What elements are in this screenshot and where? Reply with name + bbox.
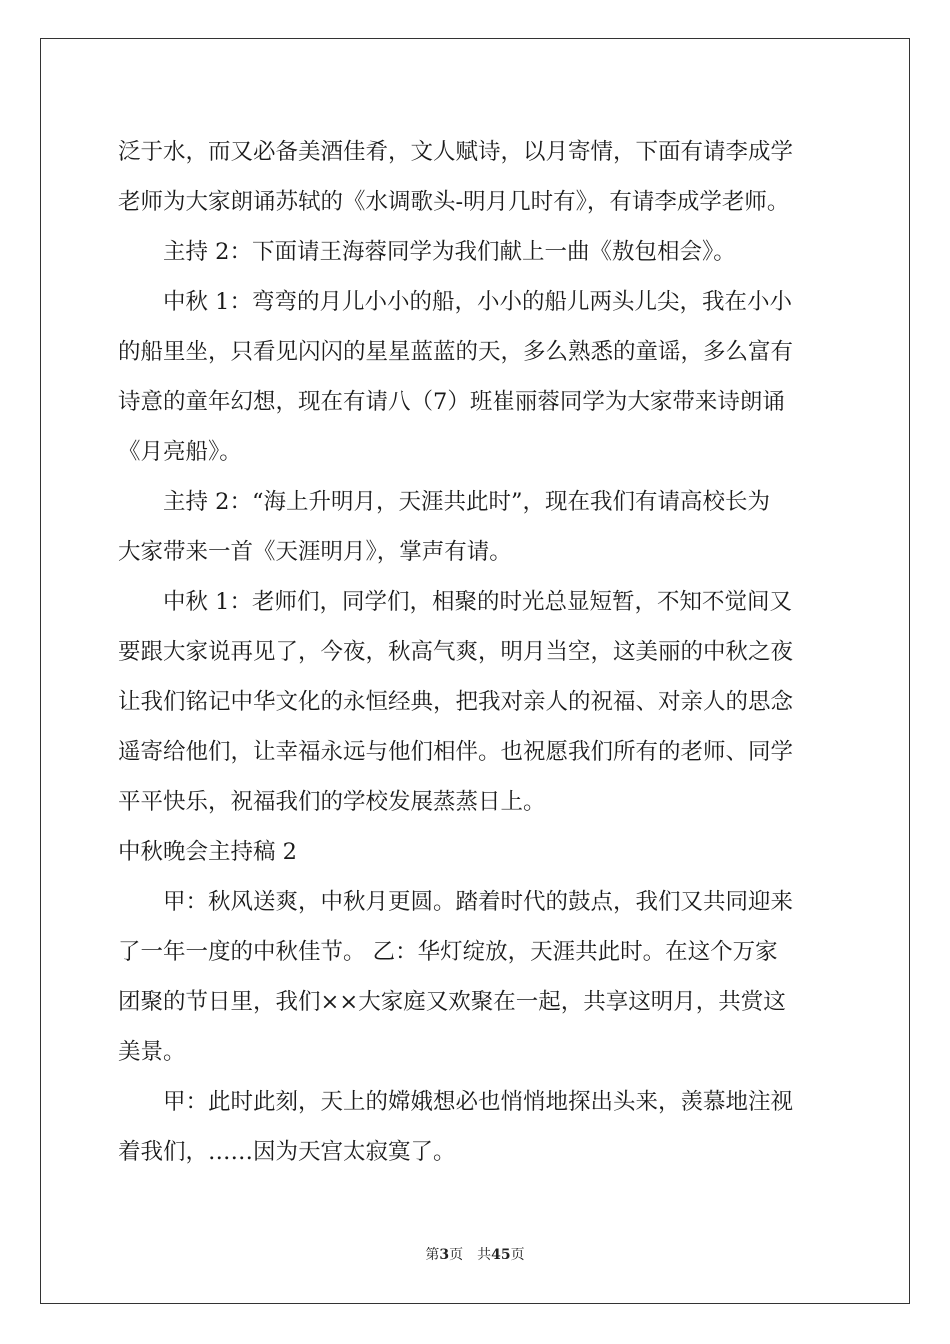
- text-line: 诗意的童年幻想，现在有请八（7）班崔丽蓉同学为大家带来诗朗诵: [118, 389, 785, 415]
- text-line: 泛于水，而又必备美酒佳肴，文人赋诗，以月寄情，下面有请李成学: [118, 139, 794, 165]
- text-line: 着我们，……因为天宫太寂寞了。: [118, 1139, 456, 1165]
- text-line: 平平快乐，祝福我们的学校发展蒸蒸日上。: [118, 789, 546, 815]
- total-pages: 45: [491, 1247, 511, 1263]
- text-line: 美景。: [118, 1039, 186, 1065]
- total-suffix: 页: [510, 1247, 525, 1263]
- page-number: 3: [439, 1247, 450, 1263]
- document-body: [118, 127, 834, 1177]
- text-line: 中秋 1：老师们，同学们，相聚的时光总显短暂，不知不觉间又: [163, 589, 792, 615]
- text-line: 甲：此时此刻，天上的嫦娥想必也悄悄地探出头来，羡慕地注视: [163, 1089, 794, 1115]
- page-suffix: 页: [449, 1247, 464, 1263]
- text-line: 《月亮船》。: [118, 439, 242, 465]
- text-line: 遥寄给他们，让幸福永远与他们相伴。也祝愿我们所有的老师、同学: [118, 739, 794, 765]
- text-line: 让我们铭记中华文化的永恒经典，把我对亲人的祝福、对亲人的思念: [118, 689, 794, 715]
- text-line: 团聚的节日里，我们××大家庭又欢聚在一起，共享这明月，共赏这: [118, 989, 786, 1015]
- text-line: 了一年一度的中秋佳节。 乙：华灯绽放，天涯共此时。在这个万家: [118, 939, 778, 965]
- text-line: 的船里坐，只看见闪闪的星星蓝蓝的天，多么熟悉的童谣，多么富有: [118, 339, 794, 365]
- text-line: 老师为大家朗诵苏轼的《水调歌头-明月几时有》，有请李成学老师。: [118, 189, 790, 215]
- text-line: 中秋 1：弯弯的月儿小小的船，小小的船儿两头儿尖，我在小小: [163, 289, 792, 315]
- text-line: 大家带来一首《天涯明月》，掌声有请。: [118, 539, 512, 565]
- total-prefix: 共: [477, 1247, 492, 1263]
- text-line: 主持 2：“海上升明月，天涯共此时”，现在我们有请高校长为: [163, 489, 770, 515]
- text-line: 主持 2：下面请王海蓉同学为我们献上一曲《敖包相会》。: [163, 239, 736, 265]
- page-prefix: 第: [425, 1247, 440, 1263]
- page-footer: [0, 1244, 950, 1264]
- text-line: 甲：秋风送爽，中秋月更圆。踏着时代的鼓点，我们又共同迎来: [163, 889, 794, 915]
- text-line: 要跟大家说再见了，今夜，秋高气爽，明月当空，这美丽的中秋之夜: [118, 639, 794, 665]
- section-heading: 中秋晚会主持稿 2: [118, 839, 297, 865]
